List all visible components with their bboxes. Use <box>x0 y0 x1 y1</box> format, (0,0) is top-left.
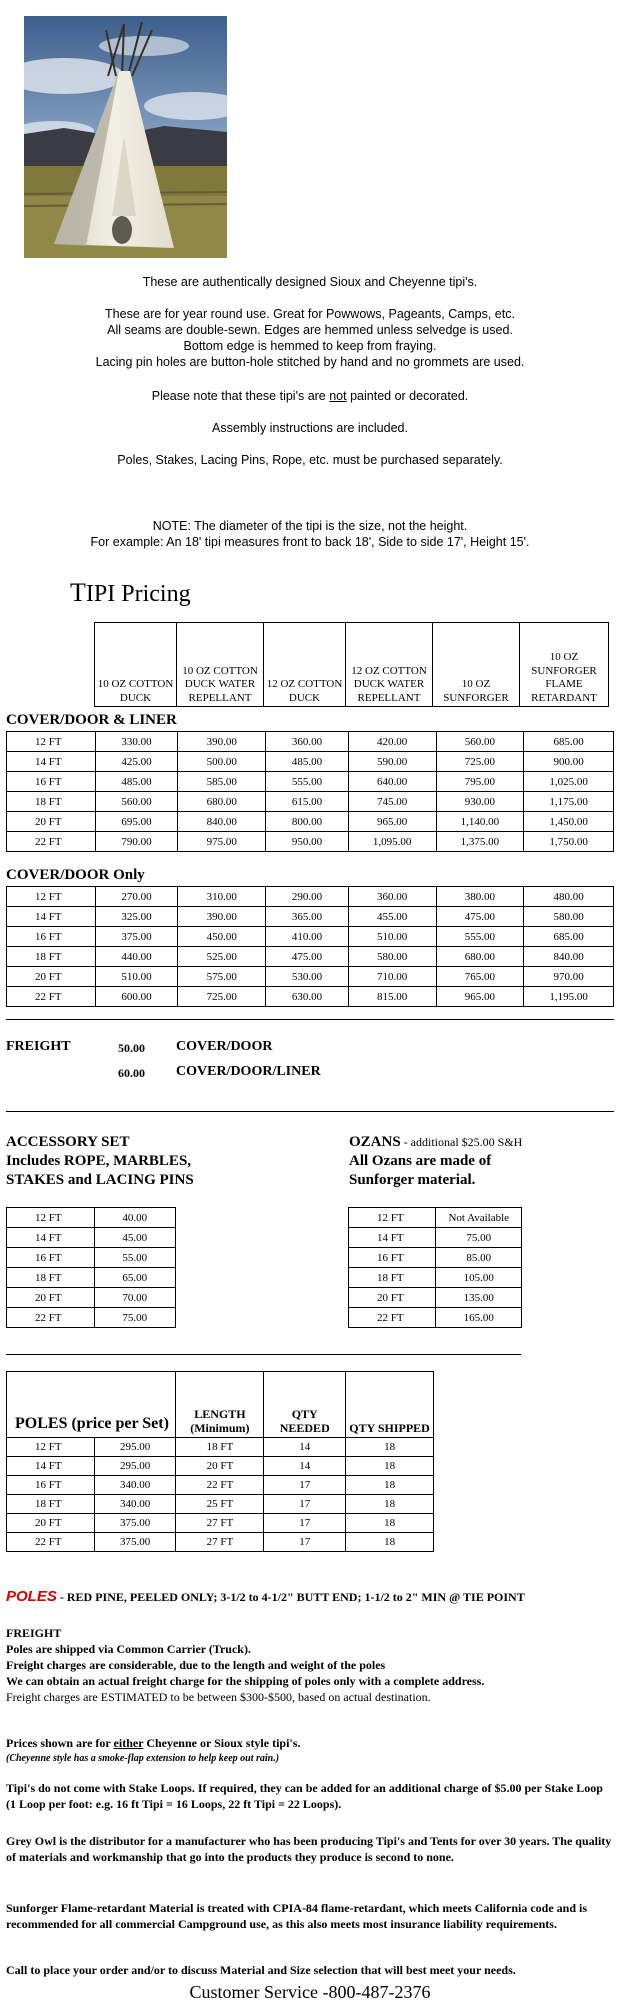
value-cell: 575.00 <box>178 967 266 987</box>
ozans-title <box>349 1133 522 1190</box>
value-cell: 27 FT <box>176 1533 264 1552</box>
size-cell: 14 FT <box>349 1228 436 1248</box>
value-cell: 18 <box>346 1514 434 1533</box>
value-cell: 420.00 <box>348 732 436 752</box>
ozans-line-2: All Ozans are made of <box>349 1153 492 1169</box>
size-cell: 22 FT <box>349 1308 436 1328</box>
value-cell: 340.00 <box>94 1476 176 1495</box>
grey-owl-note <box>6 1833 614 1865</box>
value-cell: 1,195.00 <box>524 987 614 1007</box>
poles-title: POLES <box>15 1415 68 1432</box>
value-cell: 375.00 <box>95 927 178 947</box>
value-cell: 530.00 <box>266 967 349 987</box>
poles-col-qty: QTY NEEDED <box>264 1372 346 1438</box>
grey-owl-text: Grey Owl is the distributor for a manufacturer who has been producing Tipi's and Tents for over 30 years. The quality of materials and workmanship that go into the products they produce is second to none. <box>6 1834 612 1864</box>
size-cell: 16 FT <box>7 927 96 947</box>
value-cell: 510.00 <box>348 927 436 947</box>
cover-liner-title: COVER/DOOR & LINER <box>6 712 177 728</box>
value-cell: 710.00 <box>348 967 436 987</box>
value-cell: 590.00 <box>348 752 436 772</box>
value-cell: 440.00 <box>95 947 178 967</box>
value-cell: 840.00 <box>178 812 266 832</box>
value-cell: 680.00 <box>436 947 524 967</box>
table-row <box>7 887 614 907</box>
size-cell: 18 FT <box>7 1495 95 1514</box>
poles-table <box>6 1371 434 1552</box>
value-cell: 27 FT <box>176 1514 264 1533</box>
value-cell: 25 FT <box>176 1495 264 1514</box>
table-row <box>349 1208 522 1228</box>
table-row <box>7 1457 434 1476</box>
value-cell: 950.00 <box>266 832 349 852</box>
value-cell: 165.00 <box>436 1308 522 1328</box>
prices-note <box>6 1735 614 1767</box>
value-cell: 14 <box>264 1457 346 1476</box>
stake-loops-text: Tipi's do not come with Stake Loops. If required, they can be added for an additional charge of $5.00 per Stake Loop (1 Loop per foot: e.g. 16 ft Tipi = 16 Loops, 22 ft Tipi = 22 Loops). <box>6 1781 603 1811</box>
size-cell: 18 FT <box>349 1268 436 1288</box>
size-cell: 14 FT <box>7 1457 95 1476</box>
value-cell: 555.00 <box>436 927 524 947</box>
table-row <box>7 947 614 967</box>
freight-notes <box>6 1625 614 1705</box>
size-cell: 12 FT <box>7 1438 95 1457</box>
col-header: 10 OZ SUNFORGER FLAME RETARDANT <box>520 623 609 707</box>
size-cell: 22 FT <box>7 832 96 852</box>
cover-liner-table <box>6 731 614 852</box>
table-row <box>7 907 614 927</box>
table-row <box>7 1248 176 1268</box>
table-row <box>7 927 614 947</box>
table-row <box>349 1268 522 1288</box>
size-cell: 20 FT <box>7 1514 95 1533</box>
divider <box>6 1111 614 1112</box>
value-cell: 135.00 <box>436 1288 522 1308</box>
value-cell: 17 <box>264 1514 346 1533</box>
call-text: Call to place your order and/or to discuss Material and Size selection that will best meet your needs. <box>6 1963 516 1977</box>
value-cell: 965.00 <box>348 812 436 832</box>
table-row <box>7 1476 434 1495</box>
value-cell: 640.00 <box>348 772 436 792</box>
value-cell: 560.00 <box>95 792 178 812</box>
value-cell: 965.00 <box>436 987 524 1007</box>
value-cell: 75.00 <box>94 1308 175 1328</box>
size-cell: 18 FT <box>7 1268 95 1288</box>
value-cell: 455.00 <box>348 907 436 927</box>
value-cell: 475.00 <box>266 947 349 967</box>
value-cell: 17 <box>264 1476 346 1495</box>
table-row <box>349 1248 522 1268</box>
value-cell: 485.00 <box>95 772 178 792</box>
size-cell: 12 FT <box>7 1208 95 1228</box>
size-cell: 14 FT <box>7 907 96 927</box>
intro-poles-separately: Poles, Stakes, Lacing Pins, Rope, etc. must be purchased separately. <box>117 453 503 467</box>
divider <box>6 1019 614 1020</box>
value-cell: 380.00 <box>436 887 524 907</box>
intro-line-1: These are authentically designed Sioux and Cheyenne tipi's. <box>142 275 478 289</box>
size-cell: 16 FT <box>7 772 96 792</box>
poles-col-length: LENGTH (Minimum) <box>176 1372 264 1438</box>
table-row <box>7 1438 434 1457</box>
value-cell: 745.00 <box>348 792 436 812</box>
prices-pre: Prices shown are for <box>6 1736 114 1750</box>
value-cell: 585.00 <box>178 772 266 792</box>
value-cell: 795.00 <box>436 772 524 792</box>
value-cell: 360.00 <box>266 732 349 752</box>
table-row <box>7 1308 176 1328</box>
value-cell: 1,750.00 <box>524 832 614 852</box>
size-cell: 12 FT <box>7 887 96 907</box>
intro-note-not: not <box>329 389 347 403</box>
accessory-title-3: STAKES and LACING PINS <box>6 1172 194 1188</box>
value-cell: 45.00 <box>94 1228 175 1248</box>
table-row <box>349 1308 522 1328</box>
value-cell: 22 FT <box>176 1476 264 1495</box>
poles-spec <box>6 1589 614 1605</box>
value-cell: 500.00 <box>178 752 266 772</box>
value-cell: 525.00 <box>178 947 266 967</box>
value-cell: 270.00 <box>95 887 178 907</box>
value-cell: 75.00 <box>436 1228 522 1248</box>
value-cell: 340.00 <box>94 1495 176 1514</box>
cover-only-table <box>6 886 614 1007</box>
tipi-photo <box>24 16 227 258</box>
value-cell: 485.00 <box>266 752 349 772</box>
table-row <box>7 1533 434 1552</box>
pricing-title-t: T <box>70 578 86 607</box>
size-cell: 20 FT <box>349 1288 436 1308</box>
accessory-title-1: ACCESSORY SET <box>6 1134 130 1150</box>
intro-line-3: All seams are double-sewn. Edges are hemmed unless selvedge is used. <box>107 323 513 337</box>
value-cell: 560.00 <box>436 732 524 752</box>
size-cell: 22 FT <box>7 1533 95 1552</box>
value-cell: 55.00 <box>94 1248 175 1268</box>
value-cell: 480.00 <box>524 887 614 907</box>
value-cell: 1,140.00 <box>436 812 524 832</box>
freight-price-1: 50.00 <box>118 1041 145 1055</box>
table-row <box>7 967 614 987</box>
value-cell: 360.00 <box>348 887 436 907</box>
value-cell: 1,025.00 <box>524 772 614 792</box>
table-row <box>7 1514 434 1533</box>
poles-spec-text: - RED PINE, PEELED ONLY; 3-1/2 to 4-1/2" BUTT END; 1-1/2 to 2" MIN @ TIE POINT <box>56 1590 525 1604</box>
size-cell: 16 FT <box>7 1248 95 1268</box>
intro-assembly: Assembly instructions are included. <box>212 421 408 435</box>
value-cell: 765.00 <box>436 967 524 987</box>
value-cell: 18 FT <box>176 1438 264 1457</box>
value-cell: 930.00 <box>436 792 524 812</box>
value-cell: 18 <box>346 1457 434 1476</box>
intro-note-pre: Please note that these tipi's are <box>151 389 330 403</box>
intro-line-4: Bottom edge is hemmed to keep from fraying. <box>183 339 437 353</box>
freight-label: FREIGHT <box>6 1039 71 1054</box>
intro-line-5: Lacing pin holes are button-hole stitched by hand and no grommets are used. <box>95 355 525 369</box>
col-header: 10 OZ COTTON DUCK <box>95 623 177 707</box>
prices-either: either <box>113 1736 144 1750</box>
poles-title-cell <box>7 1372 176 1438</box>
table-row <box>349 1288 522 1308</box>
sunforger-text: Sunforger Flame-retardant Material is treated with CPIA-84 flame-retardant, which meets California code and is recommended for all commercial Campground use, as this also meets most insurance liability requirements. <box>6 1901 588 1931</box>
size-cell: 20 FT <box>7 967 96 987</box>
cheyenne-note: (Cheyenne style has a smoke-flap extension to help keep out rain.) <box>6 1753 280 1764</box>
value-cell: 18 <box>346 1495 434 1514</box>
intro-note-post: painted or decorated. <box>346 389 469 403</box>
value-cell: 1,095.00 <box>348 832 436 852</box>
table-row <box>349 1228 522 1248</box>
intro-diameter-example: For example: An 18' tipi measures front to back 18', Side to side 17', Height 15'. <box>90 535 530 549</box>
table-row <box>7 772 614 792</box>
value-cell: 17 <box>264 1533 346 1552</box>
value-cell: 840.00 <box>524 947 614 967</box>
freight-notes-3: We can obtain an actual freight charge for the shipping of poles only with a complete address. <box>6 1674 485 1688</box>
value-cell: 14 <box>264 1438 346 1457</box>
pricing-title-ipi: IPI <box>85 581 116 607</box>
size-cell: 14 FT <box>7 752 96 772</box>
value-cell: 40.00 <box>94 1208 175 1228</box>
pricing-title <box>70 578 191 608</box>
value-cell: 85.00 <box>436 1248 522 1268</box>
value-cell: 375.00 <box>94 1533 176 1552</box>
accessory-title-2: Includes ROPE, MARBLES, <box>6 1153 192 1169</box>
table-row <box>7 1288 176 1308</box>
value-cell: 630.00 <box>266 987 349 1007</box>
value-cell: 580.00 <box>524 907 614 927</box>
value-cell: 450.00 <box>178 927 266 947</box>
value-cell: 475.00 <box>436 907 524 927</box>
freight-notes-title: FREIGHT <box>6 1626 62 1640</box>
value-cell: 390.00 <box>178 907 266 927</box>
value-cell: 295.00 <box>94 1438 176 1457</box>
value-cell: 680.00 <box>178 792 266 812</box>
value-cell: 725.00 <box>436 752 524 772</box>
freight-price-2: 60.00 <box>118 1066 145 1080</box>
freight-desc-2: COVER/DOOR/LINER <box>176 1064 321 1079</box>
size-cell: 22 FT <box>7 1308 95 1328</box>
value-cell: 375.00 <box>94 1514 176 1533</box>
col-header: 10 OZ SUNFORGER <box>433 623 520 707</box>
stake-loops-note <box>6 1780 614 1812</box>
value-cell: 18 <box>346 1438 434 1457</box>
pricing-title-word: Pricing <box>115 581 191 607</box>
table-row <box>7 752 614 772</box>
value-cell: 685.00 <box>524 732 614 752</box>
col-header: 12 OZ COTTON DUCK <box>264 623 346 707</box>
table-row <box>7 1228 176 1248</box>
ozans-title-text: OZANS <box>349 1134 401 1150</box>
table-row <box>7 732 614 752</box>
value-cell: 800.00 <box>266 812 349 832</box>
value-cell: 290.00 <box>266 887 349 907</box>
size-cell: 18 FT <box>7 947 96 967</box>
table-row <box>7 987 614 1007</box>
value-cell: 17 <box>264 1495 346 1514</box>
value-cell: 600.00 <box>95 987 178 1007</box>
value-cell: 580.00 <box>348 947 436 967</box>
intro-diameter-note: NOTE: The diameter of the tipi is the size, not the height. <box>152 519 468 533</box>
value-cell: 1,375.00 <box>436 832 524 852</box>
cover-only-title: COVER/DOOR Only <box>6 867 145 883</box>
value-cell: 975.00 <box>178 832 266 852</box>
freight-notes-2: Freight charges are considerable, due to the length and weight of the poles <box>6 1658 386 1672</box>
table-row <box>7 792 614 812</box>
ozans-table <box>348 1207 522 1328</box>
value-cell: 325.00 <box>95 907 178 927</box>
size-cell: 12 FT <box>7 732 96 752</box>
value-cell: 295.00 <box>94 1457 176 1476</box>
value-cell: 18 <box>346 1533 434 1552</box>
value-cell: 900.00 <box>524 752 614 772</box>
freight-notes-4: Freight charges are ESTIMATED to be between $300-$500, based on actual destination. <box>6 1690 431 1704</box>
freight-desc-1: COVER/DOOR <box>176 1039 273 1054</box>
intro-not-painted <box>0 388 620 404</box>
value-cell: 310.00 <box>178 887 266 907</box>
value-cell: 410.00 <box>266 927 349 947</box>
freight-notes-1: Poles are shipped via Common Carrier (Truck). <box>6 1642 251 1656</box>
accessory-table <box>6 1207 176 1328</box>
sunforger-note <box>6 1900 614 1932</box>
value-cell: Not Available <box>436 1208 522 1228</box>
size-cell: 16 FT <box>7 1476 95 1495</box>
value-cell: 970.00 <box>524 967 614 987</box>
poles-col-shipped: QTY SHIPPED <box>346 1372 434 1438</box>
value-cell: 20 FT <box>176 1457 264 1476</box>
value-cell: 18 <box>346 1476 434 1495</box>
value-cell: 1,450.00 <box>524 812 614 832</box>
value-cell: 70.00 <box>94 1288 175 1308</box>
table-row <box>7 1495 434 1514</box>
size-cell: 18 FT <box>7 792 96 812</box>
poles-red-label: POLES <box>6 1588 57 1605</box>
value-cell: 510.00 <box>95 967 178 987</box>
divider <box>6 1354 521 1355</box>
prices-post: Cheyenne or Sioux style tipi's. <box>143 1736 301 1750</box>
ozans-note: - additional $25.00 S&H <box>400 1135 523 1149</box>
table-row <box>7 1208 176 1228</box>
value-cell: 1,175.00 <box>524 792 614 812</box>
size-cell: 20 FT <box>7 1288 95 1308</box>
ozans-line-3: Sunforger material. <box>349 1172 476 1188</box>
col-header: 12 OZ COTTON DUCK WATER REPELLANT <box>346 623 433 707</box>
value-cell: 615.00 <box>266 792 349 812</box>
size-cell: 14 FT <box>7 1228 95 1248</box>
size-cell: 22 FT <box>7 987 96 1007</box>
value-cell: 725.00 <box>178 987 266 1007</box>
size-cell: 20 FT <box>7 812 96 832</box>
table-row <box>7 812 614 832</box>
value-cell: 790.00 <box>95 832 178 852</box>
table-row <box>7 832 614 852</box>
size-cell: 12 FT <box>349 1208 436 1228</box>
value-cell: 390.00 <box>178 732 266 752</box>
call-note <box>6 1962 614 1978</box>
value-cell: 815.00 <box>348 987 436 1007</box>
customer-service-phone[interactable]: Customer Service -800-487-2376 <box>189 1982 431 2002</box>
value-cell: 65.00 <box>94 1268 175 1288</box>
value-cell: 425.00 <box>95 752 178 772</box>
value-cell: 555.00 <box>266 772 349 792</box>
poles-title-note: (price per Set) <box>67 1415 169 1432</box>
value-cell: 695.00 <box>95 812 178 832</box>
table-row <box>7 1268 176 1288</box>
size-cell: 16 FT <box>349 1248 436 1268</box>
pricing-column-headers <box>94 622 609 707</box>
col-header: 10 OZ COTTON DUCK WATER REPELLANT <box>177 623 264 707</box>
value-cell: 365.00 <box>266 907 349 927</box>
value-cell: 105.00 <box>436 1268 522 1288</box>
value-cell: 685.00 <box>524 927 614 947</box>
accessory-title <box>6 1133 194 1190</box>
value-cell: 330.00 <box>95 732 178 752</box>
intro-line-2: These are for year round use. Great for Powwows, Pageants, Camps, etc. <box>105 307 515 321</box>
